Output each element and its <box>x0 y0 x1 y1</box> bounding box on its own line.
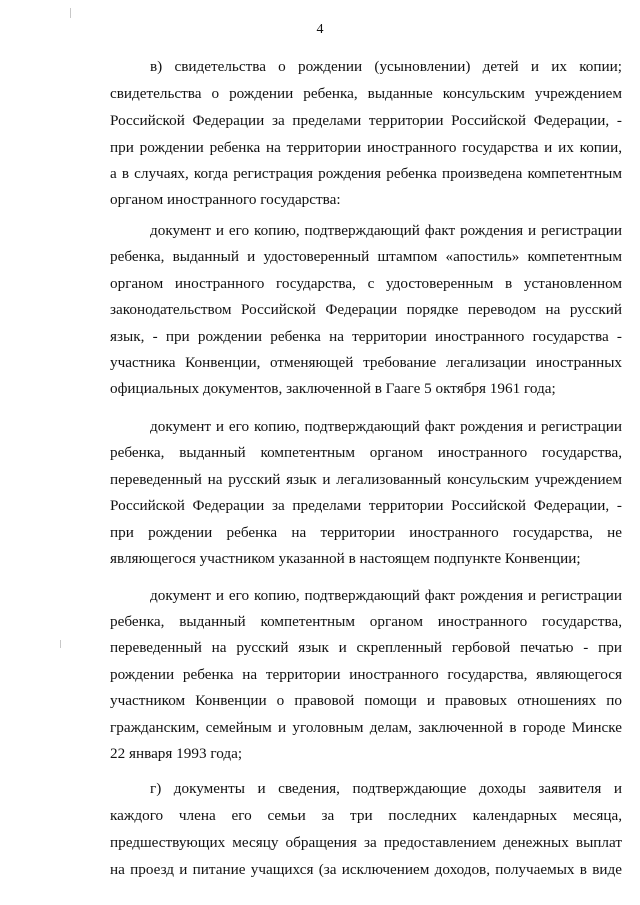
text-line: официальных документов, заключенной в Гааге 5 октября 1961 года; <box>110 380 556 397</box>
text-line: документ и его копию, подтверждающий факт рождения и регистрации <box>150 418 622 435</box>
text-line: свидетельства о рождении ребенка, выданные консульским учреждением <box>110 85 622 102</box>
text-line: являющегося участником указанной в настоящем подпункте Конвенции; <box>110 550 581 567</box>
text-line: 22 января 1993 года; <box>110 745 243 762</box>
text-line: документ и его копию, подтверждающий факт рождения и регистрации <box>150 587 622 604</box>
text-line: в) свидетельства о рождении (усыновлении) детей и их копии; <box>150 58 622 75</box>
text-line: законодательством Российской Федерации порядке переводом на русский <box>110 301 622 318</box>
text-line: документ и его копию, подтверждающий факт рождения и регистрации <box>150 222 622 239</box>
text-line: органом иностранного государства, с удостоверенным в установленном <box>110 275 622 292</box>
text-line: ребенка, выданный и удостоверенный штампом «апостиль» компетентным <box>110 248 622 265</box>
text-line: гражданским, семейным и уголовным делам, заключенной в городе Минске <box>110 719 622 736</box>
text-line: участником Конвенции о правовой помощи и правовых отношениях по <box>110 692 622 709</box>
text-line: участника Конвенции, отменяющей требование легализации иностранных <box>110 354 622 371</box>
text-line: г) документы и сведения, подтверждающие доходы заявителя и <box>150 780 622 797</box>
text-line: Российской Федерации за пределами территории Российской Федерации, - <box>110 497 622 514</box>
text-line: на проезд и питание учащихся (за исключением доходов, получаемых в виде <box>110 861 622 878</box>
text-line: язык, - при рождении ребенка на территории иностранного государства - <box>110 328 622 345</box>
text-line: рождении ребенка на территории иностранного государства, являющегося <box>110 666 622 683</box>
scan-edge-mark <box>70 8 71 18</box>
text-line: переведенный на русский язык и скрепленный гербовой печатью - при <box>110 639 622 656</box>
text-line: переведенный на русский язык и легализованный консульским учреждением <box>110 471 622 488</box>
text-line: ребенка, выданный компетентным органом иностранного государства, <box>110 613 622 630</box>
page-number: 4 <box>316 22 324 37</box>
text-line: органом иностранного государства: <box>110 191 341 208</box>
text-line: Российской Федерации за пределами территории Российской Федерации, - <box>110 112 622 129</box>
text-line: при рождении ребенка на территории иностранного государства, не <box>110 524 622 541</box>
text-line: а в случаях, когда регистрация рождения ребенка произведена компетентным <box>110 165 622 182</box>
text-line: каждого члена его семьи за три последних календарных месяца, <box>110 807 622 824</box>
text-line: ребенка, выданный компетентным органом иностранного государства, <box>110 444 622 461</box>
scan-edge-mark <box>60 640 61 648</box>
text-line: предшествующих месяцу обращения за предоставлением денежных выплат <box>110 834 622 851</box>
text-line: при рождении ребенка на территории иностранного государства и их копии, <box>110 139 622 156</box>
